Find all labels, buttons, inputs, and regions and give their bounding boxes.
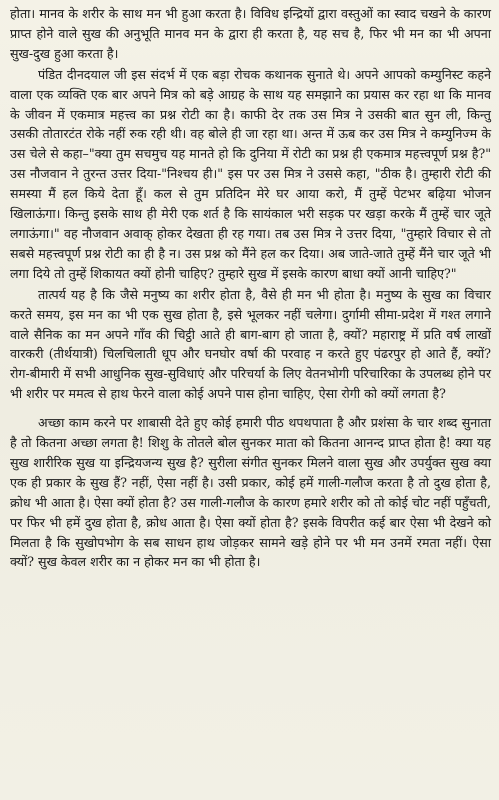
paragraph-1: होता। मानव के शरीर के साथ मन भी हुआ करता है। विविध इन्द्रियों द्वारा वस्तुओं का स्वाद चखने के कारण प्राप्त होने वाले सुख की अनुभूति मानव मन के द्वारा ही करता है, यह सच है, फिर भी मन का भी अपना सुख-दुख हुआ करता है।: [10, 6, 491, 61]
paragraph-3: तात्पर्य यह है कि जैसे मनुष्य का शरीर होता है, वैसे ही मन भी होता है। मनुष्य के सुख का विचार करते समय, इस मन का भी एक सुख होता है, इसे भूलकर नहीं चलेगा। दुर्गामी सीमा-प्रदेश में गश्त लगाने वाले सैनिक का मन अपने गाँव की चिट्ठी आते ही बाग-बाग हो जाता है, क्यों? महाराष्ट्र में प्रति वर्ष लाखों वारकरी (तीर्थयात्री) चिलचिलाती धूप और घनघोर वर्षा की परवाह न करते हुए पंढरपुर हो आते हैं, क्यों? रोग-बीमारी में सभी आधुनिक सुख-सुविधाएं और परिचर्या के लिए वेतनभोगी परिचारिका के उपलब्ध होने पर भी शरीर पर ममत्व से हाथ फेरने वाला कोई अपने पास होना चाहिए, ऐसा रोगी को क्यों लगता है?: [10, 286, 491, 402]
paragraph-2: पंडित दीनदयाल जी इस संदर्भ में एक बड़ा रोचक कथानक सुनाते थे। अपने आपको कम्युनिस्ट कहने वाला एक व्यक्ति एक बार अपने मित्र को बड़े आग्रह के साथ यह समझाने का प्रयास कर रहा था कि मानव के जीवन में एकमात्र महत्त्व का प्रश्न रोटी का है। काफी देर तक उस मित्र ने उसकी बात सुन ली, किन्तु उसकी तोतारटंत रोके नहीं रुक रही थी। वह बोले ही जा रहा था। अन्त में ऊब कर उस मित्र ने कम्युनिज्म के उस चेले से कहा–"क्या तुम सचमुच यह मानते हो कि दुनिया में रोटी का प्रश्न ही एकमात्र महत्त्वपूर्ण प्रश्न है?" उस नौजवान ने तुरन्त उत्तर दिया-"निश्चय ही।" इस पर उस मित्र ने उससे कहा, "ठीक है। तुम्हारी रोटी की समस्या मैं हल किये देता हूँ। कल से तुम प्रतिदिन मेरे घर आया करो, मैं तुम्हें पेटभर बढ़िया भोजन खिलाऊंगा। किन्तु इसके साथ ही मेरी एक शर्त है कि सायंकाल भरी सड़क पर खड़ा करके मैं तुम्हें चार जूते लगाऊंगा।" वह नौजवान अवाक् होकर देखता ही रह गया। तब उस मित्र ने उत्तर दिया, "तुम्हारे विचार से तो सबसे महत्त्वपूर्ण प्रश्न रोटी का ही है न। उस प्रश्न को मैंने हल कर दिया। अब जाते-जाते तुम्हें मैंने चार जूते भी लगा दिये तो तुम्हें शिकायत क्यों होनी चाहिए? तुम्हारे सुख में इसके कारण बाधा क्यों आनी चाहिए?": [10, 66, 491, 281]
paragraph-4: अच्छा काम करने पर शाबासी देते हुए कोई हमारी पीठ थपथपाता है और प्रशंसा के चार शब्द सुनाता है तो कितना अच्छा लगता है! शिशु के तोतले बोल सुनकर माता को कितना आनन्द प्राप्त होता है! क्या यह सुख शारीरिक सुख या इन्द्रियजन्य सुख है? सुरीला संगीत सुनकर मिलने वाला सुख और उपर्युक्त सुख क्या एक ही प्रकार के सुख हैं? नहीं, ऐसा नहीं है। उसी प्रकार, कोई हमें गाली-गलौज करता है तो दुख होता है, क्रोध भी आता है। ऐसा क्यों होता है? उस गाली-गलौज के कारण हमारे शरीर को तो कोई चोट नहीं पहुँचती, पर फिर भी हमें दुख होता है, क्रोध आता है। ऐसा क्यों होता है? इसके विपरीत कई बार ऐसा भी देखने को मिलता है कि सुखोपभोग के सब साधन हाथ जोड़कर सामने खड़े होने पर भी मन उनमें रमता नहीं। ऐसा क्यों? सुख केवल शरीर का न होकर मन का भी होता है।: [10, 415, 491, 570]
